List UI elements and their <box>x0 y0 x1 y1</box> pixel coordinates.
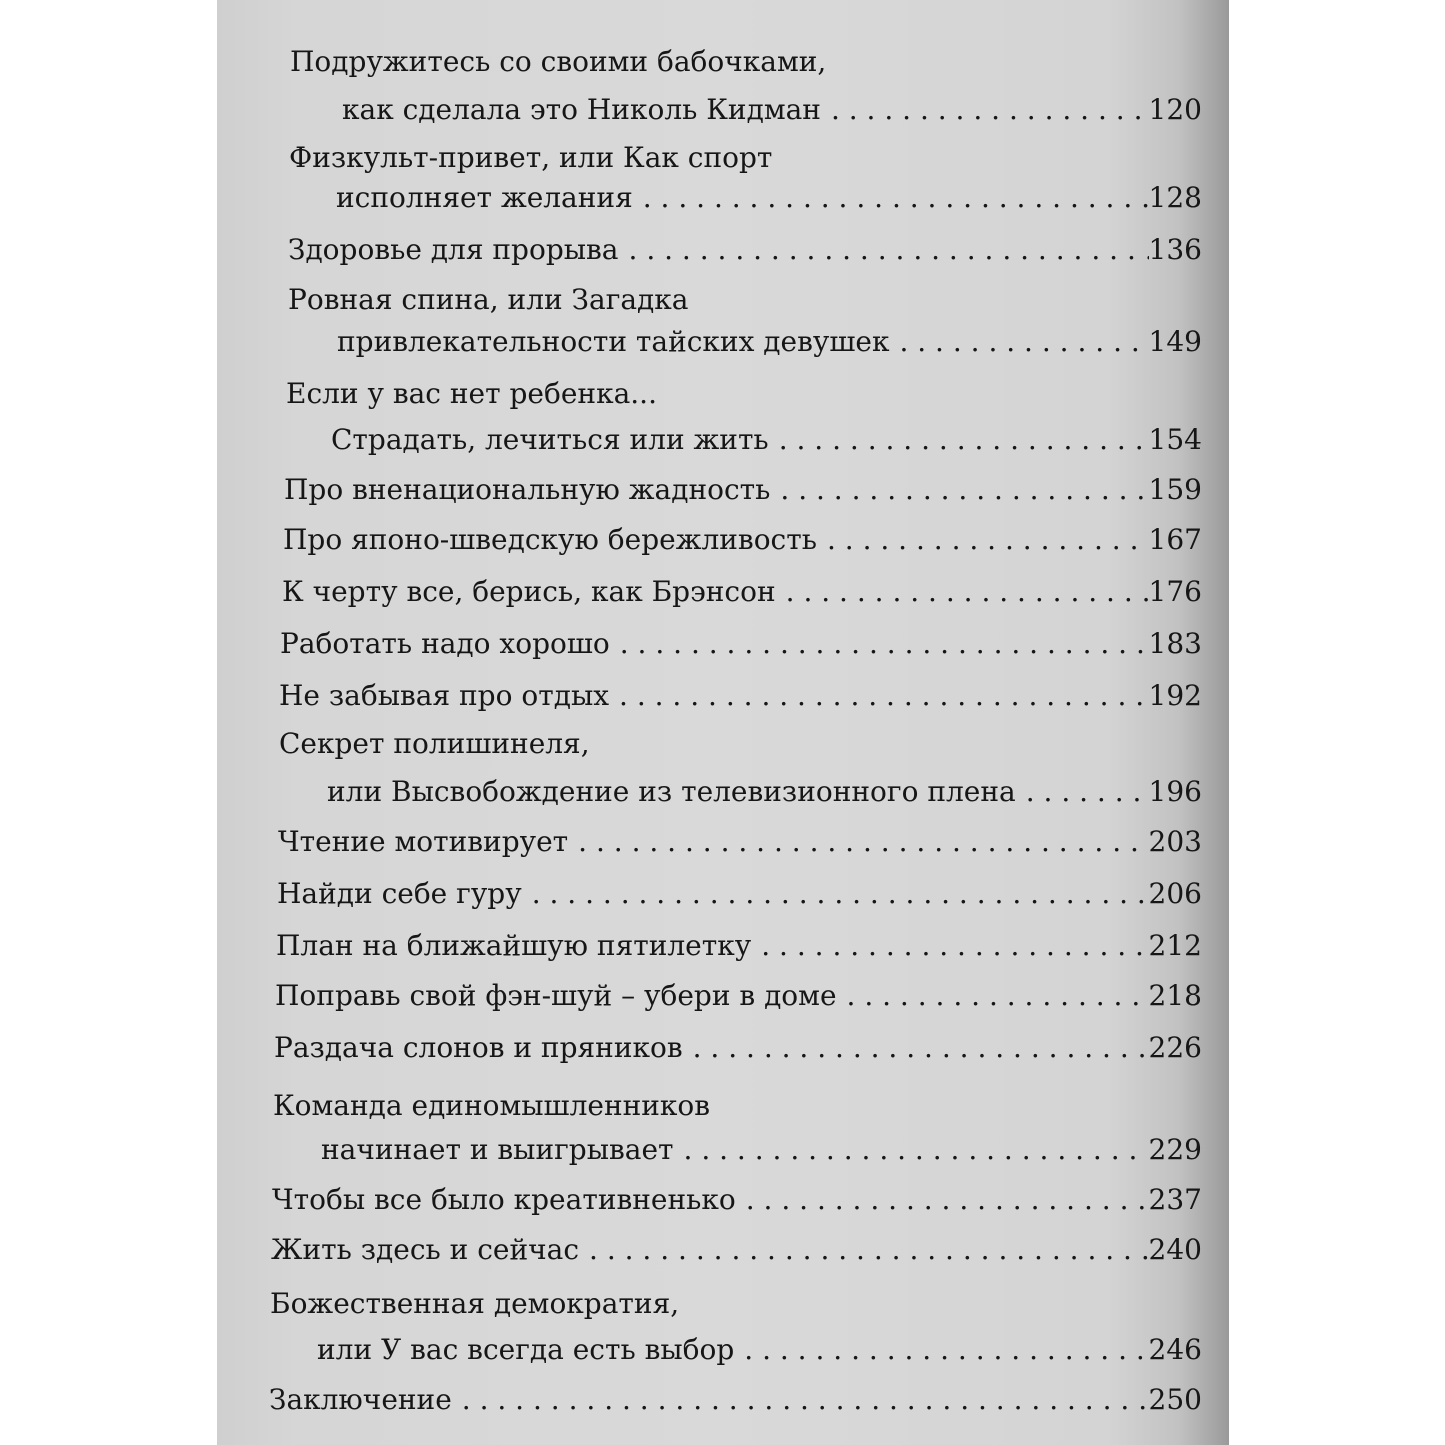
toc-entry-page-number: 154 <box>1148 423 1202 456</box>
toc-entry-title: Подружитесь со своими бабочками, <box>290 45 827 78</box>
toc-entry-line <box>276 926 1202 966</box>
toc-entry-line <box>284 470 1202 510</box>
toc-entry-page-number: 240 <box>1148 1233 1202 1266</box>
toc-entry-line <box>342 90 1202 130</box>
toc-entry-title: К черту все, берись, как Брэнсон <box>282 575 776 608</box>
toc-entry-page-number: 212 <box>1148 929 1202 962</box>
dot-leader <box>770 470 1148 510</box>
toc-entry-line <box>288 230 1202 270</box>
dot-leader <box>619 230 1149 270</box>
toc-entry-line <box>282 572 1202 612</box>
dot-leader <box>837 976 1149 1016</box>
dot-leader <box>633 178 1149 218</box>
toc-entry-line <box>269 1380 1202 1420</box>
toc-entry-title: Секрет полишинеля, <box>279 727 590 760</box>
toc-entry-page-number: 120 <box>1148 93 1202 126</box>
toc-entry-line <box>277 874 1202 914</box>
dot-leader <box>821 90 1149 130</box>
toc-entry-line <box>270 1284 679 1324</box>
toc-entry-title: или Высвобождение из телевизионного плена <box>327 775 1016 808</box>
toc-entry-line <box>274 1028 1202 1068</box>
toc-entry-title: Найди себе гуру <box>277 877 522 910</box>
toc-entry-title: начинает и выигрывает <box>321 1133 674 1166</box>
toc-entry-title: Про японо-шведскую бережливость <box>283 523 817 556</box>
toc-entry-page-number: 176 <box>1148 575 1202 608</box>
toc-entry-title: Физкульт-привет, или Как спорт <box>289 141 773 174</box>
toc-entry-line <box>283 520 1202 560</box>
toc-entry-page-number: 128 <box>1148 181 1202 214</box>
toc-entry-line <box>336 178 1202 218</box>
toc-entry-title: Поправь свой фэн-шуй – убери в доме <box>275 979 837 1012</box>
toc-entry-line <box>290 42 826 82</box>
toc-entry-page-number: 159 <box>1148 473 1202 506</box>
toc-entry-line <box>327 772 1202 812</box>
toc-entry-line <box>289 138 772 178</box>
toc-entry-page-number: 136 <box>1148 233 1202 266</box>
toc-entry-title: Ровная спина, или Загадка <box>288 283 689 316</box>
toc-entry-page-number: 183 <box>1148 627 1202 660</box>
toc-entry-page-number: 196 <box>1148 775 1202 808</box>
table-of-contents <box>217 0 1229 1445</box>
toc-entry-line <box>280 624 1202 664</box>
toc-entry-title: Заключение <box>269 1383 452 1416</box>
dot-leader <box>674 1130 1149 1170</box>
dot-leader <box>683 1028 1149 1068</box>
toc-entry-page-number: 246 <box>1148 1333 1202 1366</box>
toc-entry-title: или У вас всегда есть выбор <box>317 1333 735 1366</box>
dot-leader <box>452 1380 1149 1420</box>
toc-entry-line <box>279 724 590 764</box>
toc-entry-title: Жить здесь и сейчас <box>271 1233 580 1266</box>
toc-entry-page-number: 226 <box>1148 1031 1202 1064</box>
toc-entry-page-number: 206 <box>1148 877 1202 910</box>
toc-entry-title: Страдать, лечиться или жить <box>331 423 769 456</box>
toc-entry-page-number: 250 <box>1148 1383 1202 1416</box>
toc-entry-title: Божественная демократия, <box>270 1287 680 1320</box>
dot-leader <box>579 1230 1149 1270</box>
toc-entry-page-number: 218 <box>1148 979 1202 1012</box>
dot-leader <box>817 520 1149 560</box>
toc-entry-line <box>286 374 657 414</box>
toc-entry-title: Команда единомышленников <box>273 1089 711 1122</box>
dot-leader <box>776 572 1149 612</box>
toc-entry-title: привлекательности тайских девушек <box>337 325 890 358</box>
toc-entry-line <box>288 280 689 320</box>
toc-entry-title: исполняет желания <box>336 181 633 214</box>
dot-leader <box>889 322 1148 362</box>
dot-leader <box>769 420 1149 460</box>
dot-leader <box>610 624 1149 664</box>
toc-entry-line <box>272 1180 1202 1220</box>
toc-entry-page-number: 149 <box>1148 325 1202 358</box>
toc-entry-line <box>337 322 1202 362</box>
dot-leader <box>609 676 1149 716</box>
toc-entry-line <box>317 1330 1202 1370</box>
toc-entry-title: Раздача слонов и пряников <box>274 1031 683 1064</box>
toc-entry-page-number: 237 <box>1148 1183 1202 1216</box>
toc-entry-title: Не забывая про отдых <box>279 679 610 712</box>
toc-entry-line <box>278 822 1202 862</box>
toc-entry-title: Чтобы все было креативненько <box>272 1183 736 1216</box>
book-page <box>217 0 1229 1445</box>
toc-entry-title: как сделала это Николь Кидман <box>342 93 821 126</box>
toc-entry-title: План на ближайшую пятилетку <box>276 929 752 962</box>
toc-entry-line <box>273 1086 710 1126</box>
toc-entry-page-number: 229 <box>1148 1133 1202 1166</box>
dot-leader <box>522 874 1149 914</box>
toc-entry-title: Про вненациональную жадность <box>284 473 771 506</box>
toc-entry-line <box>271 1230 1202 1270</box>
toc-entry-title: Работать надо хорошо <box>280 627 610 660</box>
toc-entry-title: Чтение мотивирует <box>278 825 569 858</box>
toc-entry-title: Если у вас нет ребенка... <box>286 377 657 410</box>
toc-entry-line <box>321 1130 1202 1170</box>
toc-entry-line <box>275 976 1202 1016</box>
dot-leader <box>751 926 1148 966</box>
toc-entry-line <box>279 676 1202 716</box>
toc-entry-title: Здоровье для прорыва <box>288 233 619 266</box>
dot-leader <box>734 1330 1148 1370</box>
dot-leader <box>568 822 1148 862</box>
dot-leader <box>1016 772 1149 812</box>
toc-entry-line <box>331 420 1202 460</box>
dot-leader <box>736 1180 1149 1220</box>
toc-entry-page-number: 167 <box>1148 523 1202 556</box>
toc-entry-page-number: 203 <box>1148 825 1202 858</box>
toc-entry-page-number: 192 <box>1148 679 1202 712</box>
